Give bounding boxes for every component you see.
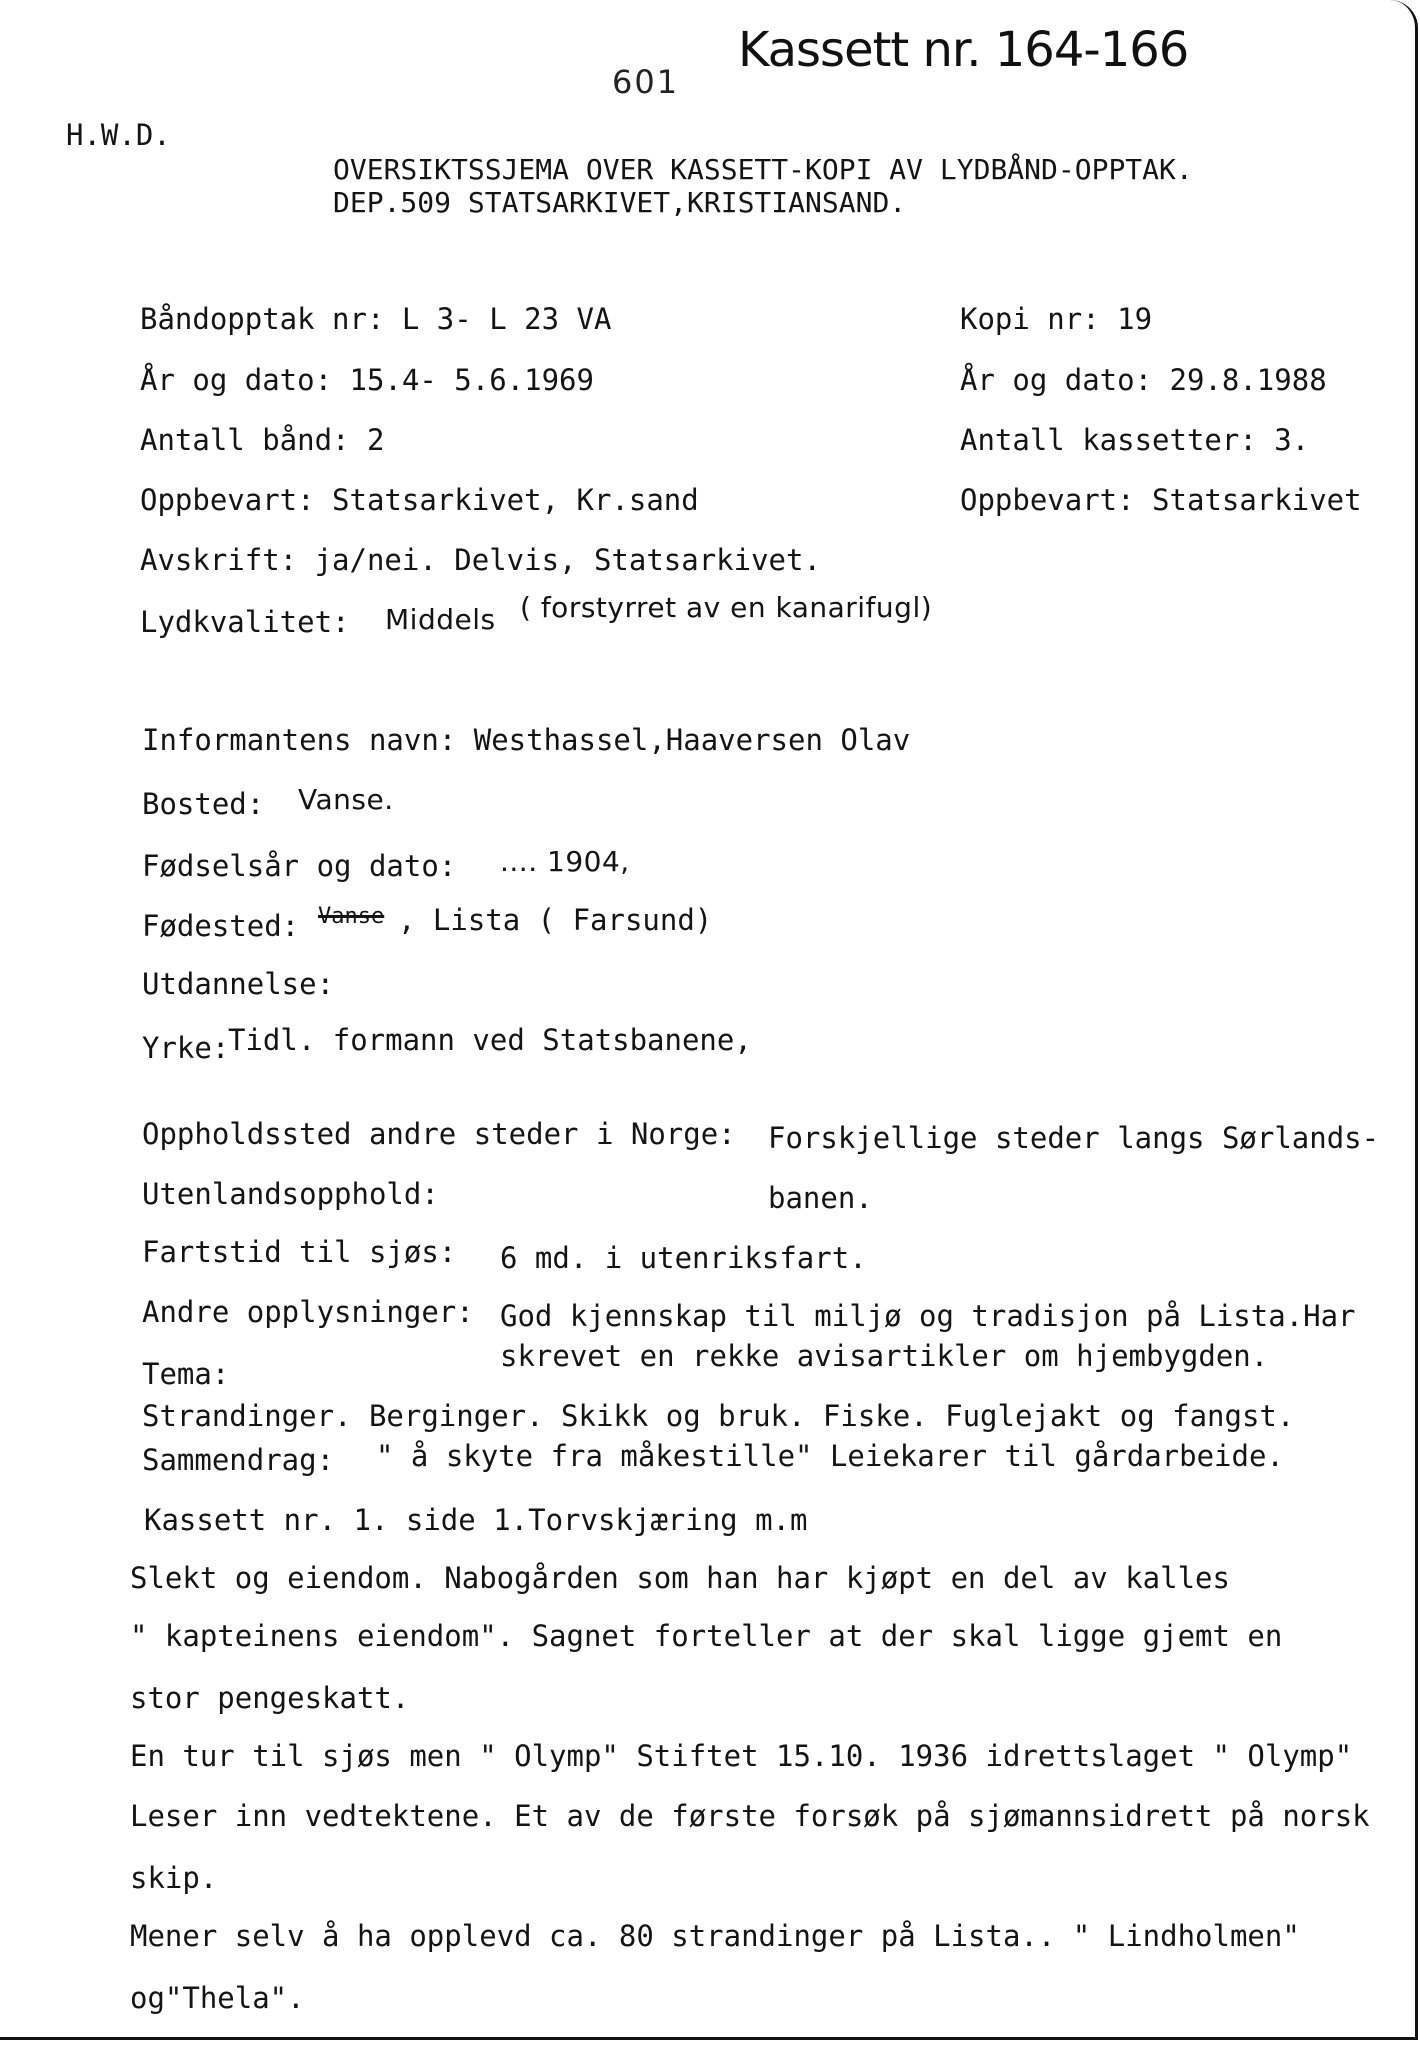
field-opphold-value: Forskjellige steder langs Sørlands- (768, 1121, 1380, 1155)
summary-line: " kapteinens eiendom". Sagnet forteller at der skal ligge gjemt en (130, 1619, 1283, 1653)
field-oppbevart-left: Oppbevart: Statsarkivet, Kr.sand (140, 483, 699, 517)
summary-line: Mener selv å ha opplevd ca. 80 strandinger på Lista.. " Lindholmen" (130, 1919, 1300, 1953)
field-lydkvalitet-note: ( forstyrret av en kanarifugl) (520, 591, 933, 624)
field-fodested-label: Fødested: (142, 909, 300, 943)
summary-line: skip. (130, 1861, 218, 1895)
field-utenlands-label: Utenlandsopphold: (142, 1177, 439, 1211)
field-andre-value-2: skrevet en rekke avisartikler om hjembygden. (500, 1339, 1269, 1373)
field-sammendrag-label: Sammendrag: (142, 1443, 335, 1477)
field-lydkvalitet-value: Middels (385, 603, 496, 636)
field-tema-value: Strandinger. Berginger. Skikk og bruk. Fiske. Fuglejakt og fangst. (142, 1399, 1295, 1433)
field-sammendrag-value: " å skyte fra måkestille" Leiekarer til gårdarbeide. (376, 1439, 1284, 1473)
field-informant-navn: Informantens navn: Westhassel,Haaversen Olav (142, 723, 911, 757)
field-yrke-value: Tidl. formann ved Statsbanene, (228, 1023, 752, 1057)
field-antall-baand: Antall bånd: 2 (140, 423, 385, 457)
field-avskrift: Avskrift: ja/nei. Delvis, Statsarkivet. (140, 543, 821, 577)
title-line-2: DEP.509 STATSARKIVET,KRISTIANSAND. (333, 186, 907, 219)
field-aar-dato-right: År og dato: 29.8.1988 (960, 363, 1327, 397)
field-kopi: Kopi nr: 19 (960, 302, 1153, 336)
field-fartstid-label: Fartstid til sjøs: (142, 1235, 457, 1269)
field-aar-dato-left: År og dato: 15.4- 5.6.1969 (140, 363, 594, 397)
field-bosted-label: Bosted: (142, 787, 265, 821)
field-utenlands-value: banen. (768, 1181, 873, 1215)
page-number: 601 (612, 63, 680, 101)
handwritten-header: Kassett nr. 164-166 (738, 22, 1189, 78)
summary-line: En tur til sjøs men " Olymp" Stiftet 15.10. 1936 idrettslaget " Olymp" (130, 1739, 1353, 1773)
field-fodested-value: , Lista ( Farsund) (398, 903, 713, 937)
field-fodested-struck: Vanse (318, 904, 385, 929)
summary-line: Kassett nr. 1. side 1.Torvskjæring m.m (144, 1503, 808, 1537)
field-antall-kassetter: Antall kassetter: 3. (960, 423, 1310, 457)
field-baandopptak: Båndopptak nr: L 3- L 23 VA (140, 302, 612, 336)
summary-line: stor pengeskatt. (130, 1681, 410, 1715)
field-andre-label: Andre opplysninger: (142, 1295, 474, 1329)
field-utdannelse: Utdannelse: (142, 967, 335, 1001)
field-fodselsaar-label: Fødselsår og dato: (142, 849, 457, 883)
field-oppbevart-right: Oppbevart: Statsarkivet (960, 483, 1362, 517)
header-initials: H.W.D. (66, 118, 171, 152)
summary-line: og"Thela". (130, 1981, 305, 2015)
field-opphold-label: Oppholdssted andre steder i Norge: (142, 1117, 736, 1151)
field-andre-value-1: God kjennskap til miljø og tradisjon på Lista.Har (500, 1299, 1356, 1333)
field-fodselsaar-value: .... 1904, (500, 845, 630, 878)
summary-line: Slekt og eiendom. Nabogården som han har kjøpt en del av kalles (130, 1561, 1230, 1595)
field-yrke-label: Yrke: (142, 1031, 230, 1065)
field-lydkvalitet-label: Lydkvalitet: (140, 605, 350, 639)
field-bosted-value: Vanse. (298, 783, 394, 816)
field-fartstid-value: 6 md. i utenriksfart. (500, 1241, 867, 1275)
title-line-1: OVERSIKTSSJEMA OVER KASSETT-KOPI AV LYDBÅND-OPPTAK. (333, 153, 1193, 186)
field-tema-label: Tema: (142, 1357, 230, 1391)
summary-line: Leser inn vedtektene. Et av de første forsøk på sjømannsidrett på norsk (130, 1799, 1370, 1833)
